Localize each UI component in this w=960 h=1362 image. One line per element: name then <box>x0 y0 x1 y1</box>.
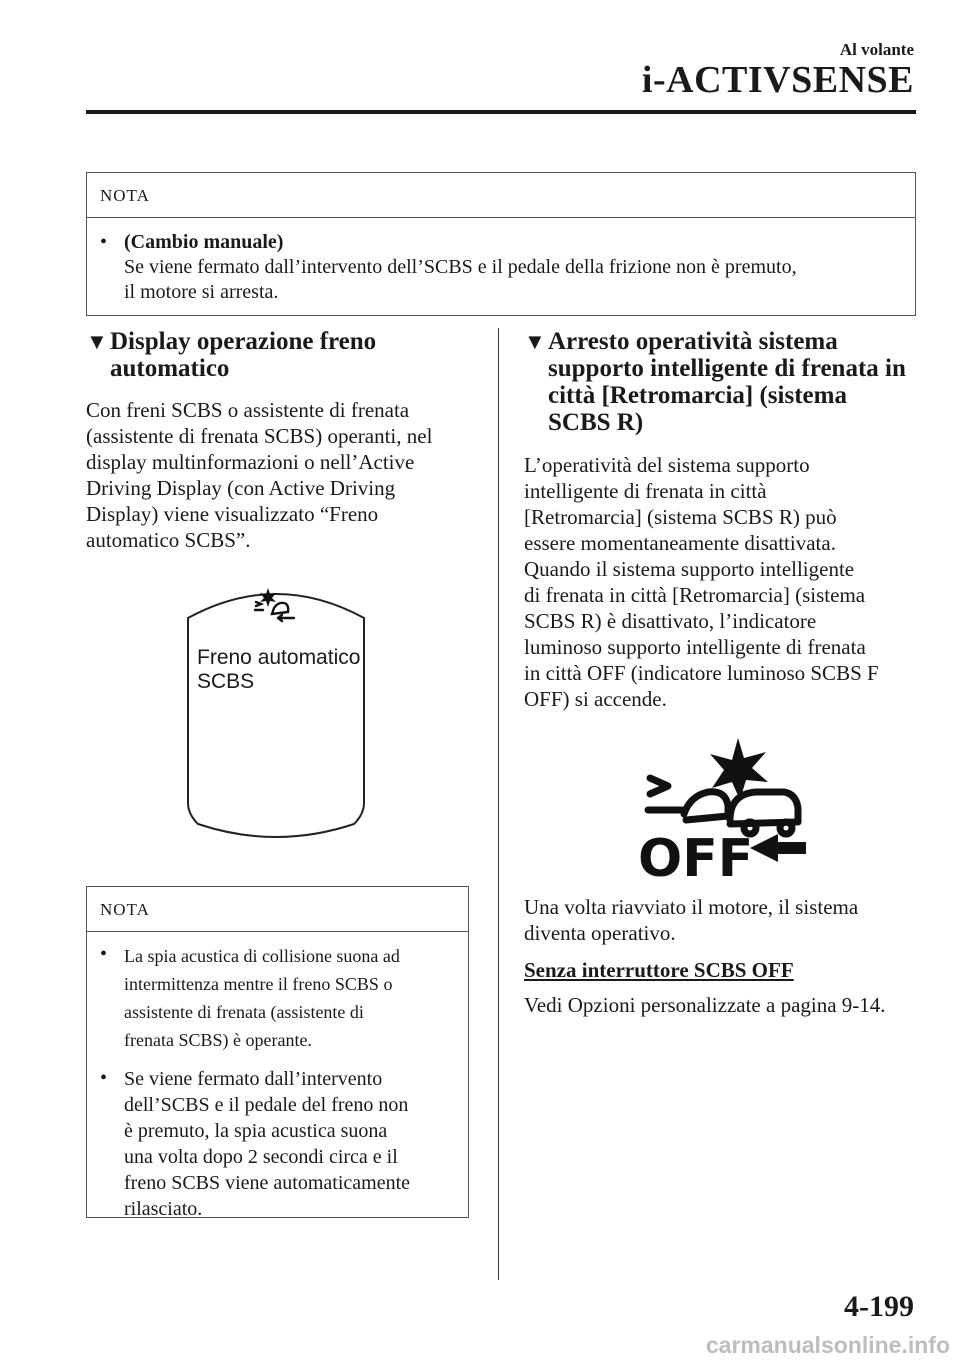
triangle-bullet-icon: ▼ <box>86 329 108 354</box>
scbs-off-indicator-icon <box>638 736 808 878</box>
triangle-bullet-icon: ▼ <box>524 329 546 354</box>
note-item-line: Se viene fermato dall’intervento dell’SCBS e il pedale della frizione non è premuto, <box>124 256 797 278</box>
note-body <box>87 932 468 1222</box>
note-heading: NOTA <box>87 173 915 218</box>
brake-collision-icon <box>255 588 294 621</box>
text-line: Con freni SCBS o assistente di frenata <box>86 398 410 422</box>
text-line: in città OFF (indicatore luminoso SCBS F <box>524 661 879 685</box>
section-title-scbs-r-off <box>524 328 919 436</box>
note-item-line: Se viene fermato dall’intervento <box>124 1068 383 1090</box>
text-line: [Retromarcia] (sistema SCBS R) può <box>524 505 837 529</box>
note-heading: NOTA <box>87 887 468 932</box>
text-line: automatico SCBS”. <box>86 528 251 552</box>
watermark: carmanualsonline.info <box>705 1332 950 1358</box>
title-line: SCBS R) <box>548 409 644 436</box>
note-item-line: frenata SCBS) è operante. <box>124 1030 312 1050</box>
title-line: supporto intelligente di frenata in <box>548 355 906 382</box>
note-item-line: assistente di frenata (assistente di <box>124 1002 364 1022</box>
note-item-line: il motore si arresta. <box>124 281 279 303</box>
cross-reference-text: Vedi Opzioni personalizzate a pagina 9-14. <box>524 993 886 1017</box>
page-number: 4-199 <box>844 1290 914 1323</box>
bullet-icon: • <box>100 231 108 253</box>
bullet-icon: • <box>100 1067 108 1089</box>
note-item-line: rilasciato. <box>124 1198 203 1220</box>
text-line: (assistente di frenata SCBS) operanti, nel <box>86 424 433 448</box>
header-section-label: Al volante <box>839 40 914 59</box>
section-title-display-operation <box>86 328 481 382</box>
multi-information-display <box>186 578 366 840</box>
note-item-line: è premuto, la spia acustica suona <box>124 1120 388 1142</box>
note-item <box>100 942 456 1054</box>
note-item-title: (Cambio manuale) <box>124 231 284 253</box>
note-item <box>100 1066 456 1222</box>
note-item-line: freno SCBS viene automaticamente <box>124 1172 411 1194</box>
text-line: L’operatività del sistema supporto <box>524 453 810 477</box>
note-item-line: una volta dopo 2 secondi circa e il <box>124 1146 398 1168</box>
subheading-no-scbs-off-switch: Senza interruttore SCBS OFF <box>524 958 794 982</box>
text-line: diventa operativo. <box>524 921 676 945</box>
text-line: OFF) si accende. <box>524 687 667 711</box>
note-item-line: intermittenza mentre il freno SCBS o <box>124 974 393 994</box>
off-label: OFF <box>638 829 754 878</box>
text-line: Quando il sistema supporto intelligente <box>524 557 855 581</box>
header-title: i-ACTIVSENSE <box>641 59 914 101</box>
text-line: Display) viene visualizzato “Freno <box>86 502 379 526</box>
note-item-line: dell’SCBS e il pedale del freno non <box>124 1094 409 1116</box>
text-line: luminoso supporto intelligente di frenata <box>524 635 866 659</box>
text-line: essere momentaneamente disattivata. <box>524 531 836 555</box>
title-line: automatico <box>110 355 230 382</box>
display-message <box>197 646 360 694</box>
left-paragraph <box>86 397 476 553</box>
text-line: Driving Display (con Active Driving <box>86 476 396 500</box>
header-divider <box>86 110 916 114</box>
note-body <box>87 218 915 305</box>
text-line: Una volta riavviato il motore, il sistema <box>524 895 859 919</box>
note-item-line: La spia acustica di collisione suona ad <box>124 946 400 966</box>
right-paragraph-2 <box>524 894 916 946</box>
note-box-left <box>86 886 469 1218</box>
display-line: Freno automatico <box>197 646 361 669</box>
title-line: Display operazione freno <box>110 328 377 355</box>
note-item <box>100 230 901 305</box>
title-line: città [Retromarcia] (sistema <box>548 382 847 409</box>
note-box-top <box>86 172 916 316</box>
text-line: di frenata in città [Retromarcia] (sistema <box>524 583 866 607</box>
column-divider <box>498 328 499 1280</box>
text-line: SCBS R) è disattivato, l’indicatore <box>524 609 817 633</box>
title-line: Arresto operatività sistema <box>548 328 838 355</box>
right-paragraph <box>524 452 916 712</box>
display-line: SCBS <box>197 670 255 693</box>
text-line: display multinformazioni o nell’Active <box>86 450 415 474</box>
bullet-icon: • <box>100 943 108 965</box>
text-line: intelligente di frenata in città <box>524 479 767 503</box>
